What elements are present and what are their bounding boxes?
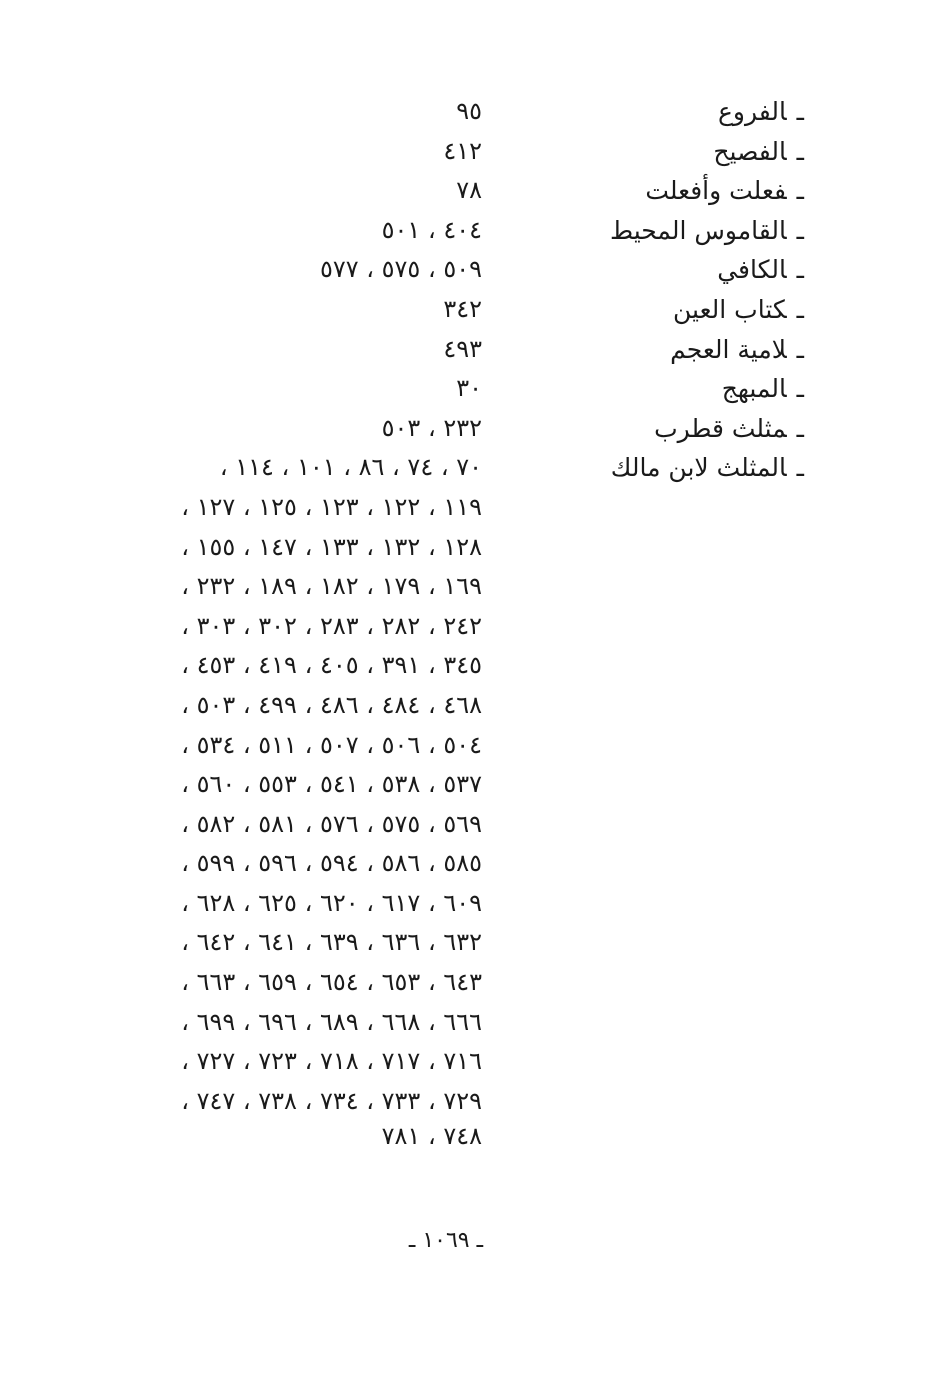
index-entry (0, 409, 932, 449)
page-list-continuation (0, 844, 932, 884)
entry-term-text: لامية العجم (670, 334, 787, 364)
entry-pages: ٧٤٨ ، ٧٨١ (381, 1122, 482, 1151)
entry-term (718, 92, 804, 132)
entry-dash: ـ (796, 215, 804, 245)
entry-pages: ٤٦٨ ، ٤٨٤ ، ٤٨٦ ، ٤٩٩ ، ٥٠٣ ، (181, 690, 482, 719)
entry-pages: ١٦٩ ، ١٧٩ ، ١٨٢ ، ١٨٩ ، ٢٣٢ ، (181, 572, 482, 601)
entry-term-text: فعلت وأفعلت (645, 176, 787, 206)
entry-pages: ١٢٨ ، ١٣٢ ، ١٣٣ ، ١٤٧ ، ١٥٥ ، (181, 532, 482, 561)
entry-term-text: الفروع (718, 97, 787, 126)
index-entry (0, 92, 932, 132)
page-list-continuation (0, 488, 932, 528)
page-list-continuation (0, 805, 932, 845)
page-list-continuation (0, 884, 932, 924)
index-entry (0, 250, 932, 290)
page-list-continuation (0, 1042, 932, 1082)
entry-pages: ٦٤٣ ، ٦٥٣ ، ٦٥٤ ، ٦٥٩ ، ٦٦٣ ، (181, 968, 482, 997)
entry-dash: ـ (796, 413, 804, 443)
entry-pages: ٥٦٩ ، ٥٧٥ ، ٥٧٦ ، ٥٨١ ، ٥٨٢ ، (181, 809, 482, 838)
index-entry (0, 290, 932, 330)
entry-term-text: الفصيح (713, 136, 787, 166)
index-entry (0, 369, 932, 409)
entry-pages: ٧٠ ، ٧٤ ، ٨٦ ، ١٠١ ، ١١٤ ، (219, 453, 482, 482)
index-entry (0, 211, 932, 251)
entry-pages: ٧٨ (456, 176, 482, 205)
entry-pages: ٦٦٦ ، ٦٦٨ ، ٦٨٩ ، ٦٩٦ ، ٦٩٩ ، (181, 1007, 482, 1036)
page-list-continuation (0, 646, 932, 686)
index-entry (0, 448, 932, 488)
page-list-continuation (0, 923, 932, 963)
entry-pages: ٥٣٧ ، ٥٣٨ ، ٥٤١ ، ٥٥٣ ، ٥٦٠ ، (181, 770, 482, 799)
entry-pages: ٣٤٢ (443, 294, 482, 323)
entry-term-text: القاموس المحيط (609, 215, 787, 245)
entry-pages: ٦٣٢ ، ٦٣٦ ، ٦٣٩ ، ٦٤١ ، ٦٤٢ ، (181, 928, 482, 957)
entry-term (645, 171, 804, 211)
entry-term-text: مثلث قطرب (654, 413, 787, 443)
entry-pages: ٤١٢ (443, 136, 482, 165)
entry-dash: ـ (796, 176, 804, 206)
entry-term-text: المثلث لابن مالك (610, 453, 787, 483)
entry-pages: ٤٠٤ ، ٥٠١ (381, 215, 482, 244)
page-list-continuation (0, 607, 932, 647)
entry-pages: ٣٠ (456, 374, 482, 403)
entry-pages: ٢٤٢ ، ٢٨٢ ، ٢٨٣ ، ٣٠٢ ، ٣٠٣ ، (181, 611, 482, 640)
entry-term (713, 132, 804, 172)
entry-pages: ٣٤٥ ، ٣٩١ ، ٤٠٥ ، ٤١٩ ، ٤٥٣ ، (181, 651, 482, 680)
entry-term (673, 290, 804, 330)
entry-pages: ٧٢٩ ، ٧٣٣ ، ٧٣٤ ، ٧٣٨ ، ٧٤٧ ، (181, 1086, 482, 1115)
entry-term (722, 369, 804, 409)
page-list-continuation (0, 963, 932, 1003)
page-list-continuation (0, 765, 932, 805)
entry-pages: ٤٩٣ (443, 334, 482, 363)
entry-dash: ـ (796, 374, 804, 404)
page-list-continuation (0, 726, 932, 766)
entry-pages: ١١٩ ، ١٢٢ ، ١٢٣ ، ١٢٥ ، ١٢٧ ، (181, 492, 482, 521)
entry-dash: ـ (796, 255, 804, 285)
page-list-continuation (0, 528, 932, 568)
entry-dash: ـ (796, 334, 804, 364)
entry-pages: ٥٠٤ ، ٥٠٦ ، ٥٠٧ ، ٥١١ ، ٥٣٤ ، (181, 730, 482, 759)
entry-dash: ـ (796, 136, 804, 166)
entry-term (610, 211, 804, 251)
entry-dash: ـ (796, 97, 804, 126)
entry-dash: ـ (796, 453, 804, 483)
entry-pages: ٥٨٥ ، ٥٨٦ ، ٥٩٤ ، ٥٩٦ ، ٥٩٩ ، (181, 849, 482, 878)
entry-term (654, 409, 804, 449)
page-list-continuation (0, 1121, 932, 1151)
entry-term-text: المبهج (721, 374, 787, 404)
entry-term-text: كتاب العين (673, 294, 787, 324)
entry-pages: ٢٣٢ ، ٥٠٣ (381, 413, 482, 442)
entry-term (717, 250, 804, 290)
page-list-continuation (0, 686, 932, 726)
page-list-continuation (0, 1082, 932, 1122)
index-entries (0, 92, 932, 1151)
entry-term (670, 330, 804, 370)
entry-pages: ٩٥ (456, 97, 482, 125)
entry-dash: ـ (796, 294, 804, 324)
index-entry (0, 171, 932, 211)
index-entry (0, 132, 932, 172)
page-list-continuation (0, 567, 932, 607)
entry-term (611, 448, 804, 488)
entry-pages: ٦٠٩ ، ٦١٧ ، ٦٢٠ ، ٦٢٥ ، ٦٢٨ ، (181, 888, 482, 917)
page-number: ـ ١٠٦٩ ـ (408, 1228, 484, 1253)
entry-pages: ٥٠٩ ، ٥٧٥ ، ٥٧٧ (319, 255, 482, 284)
entry-term-text: الكافي (717, 255, 787, 285)
index-entry (0, 330, 932, 370)
page-list-continuation (0, 1003, 932, 1043)
entry-pages: ٧١٦ ، ٧١٧ ، ٧١٨ ، ٧٢٣ ، ٧٢٧ ، (181, 1047, 482, 1076)
